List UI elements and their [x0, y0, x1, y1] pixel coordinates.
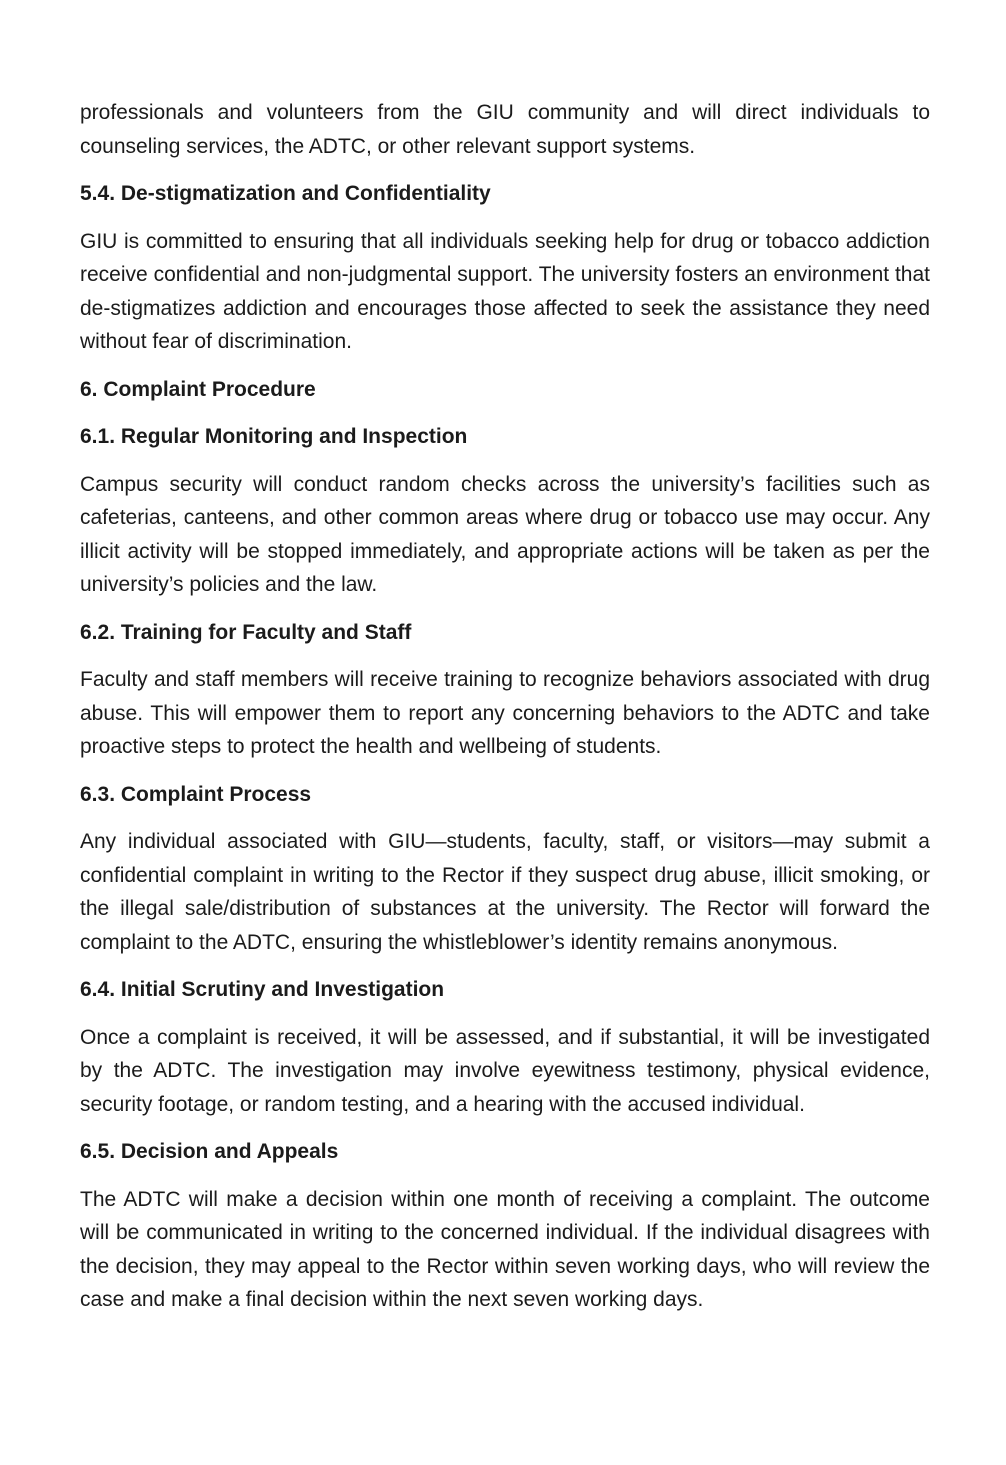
section-heading-5-4-destigmatization: 5.4. De-stigmatization and Confidentiality [80, 182, 491, 205]
section-heading-6-1-monitoring: 6.1. Regular Monitoring and Inspection [80, 425, 468, 448]
section-heading-6-3-complaint-process: 6.3. Complaint Process [80, 782, 312, 806]
paragraph-6-4-body: Once a complaint is received, it will be assessed, and if substantial, it will be investigated by the ADTC. The investigation may involve eyewitness testimony, physical evidence, security footage, or random testing, and a hearing with the accused individual. [80, 1025, 930, 1116]
section-heading-6-4-scrutiny: 6.4. Initial Scrutiny and Investigation [80, 978, 445, 1001]
paragraph-6-2-body: Faculty and staff members will receive training to recognize behaviors associated with drug abuse. This will empower them to report any concerning behaviors to the ADTC and take proactive steps to protect the health and wellbeing of students. [80, 668, 930, 758]
section-heading-6-5-decision-appeals: 6.5. Decision and Appeals [80, 1140, 339, 1163]
paragraph-5-4-body: GIU is committed to ensuring that all individuals seeking help for drug or tobacco addiction receive confidential and non-judgmental support. The university fosters an environment that de-stigmatizes addiction and encourages those affected to seek the assistance they need without fear of discrimination. [80, 229, 930, 353]
paragraph-6-5-body: The ADTC will make a decision within one month of receiving a complaint. The outcome will be communicated in writing to the concerned individual. If the individual disagrees with the decision, they may appeal to the Rector within seven working days, who will review the case and make a final decision within the next seven working days. [80, 1187, 930, 1311]
paragraph-6-1-body: Campus security will conduct random checks across the university’s facilities such as cafeterias, canteens, and other common areas where drug or tobacco use may occur. Any illicit activity will be stopped immediately, and appropriate actions will be taken as per the university’s policies and the law. [80, 472, 930, 596]
paragraph-continuation-counseling: professionals and volunteers from the GIU community and will direct individuals to counseling services, the ADTC, or other relevant support systems. [80, 101, 930, 158]
section-heading-6-2-training: 6.2. Training for Faculty and Staff [80, 620, 412, 644]
section-heading-6-complaint-procedure: 6. Complaint Procedure [80, 377, 316, 401]
paragraph-6-3-body: Any individual associated with GIU—students, faculty, staff, or visitors—may submit a confidential complaint in writing to the Rector if they suspect drug abuse, illicit smoking, or the illegal sale/distribution of substances at the university. The Rector will forward the complaint to the ADTC, ensuring the whistleblower’s identity remains anonymous. [80, 830, 930, 954]
